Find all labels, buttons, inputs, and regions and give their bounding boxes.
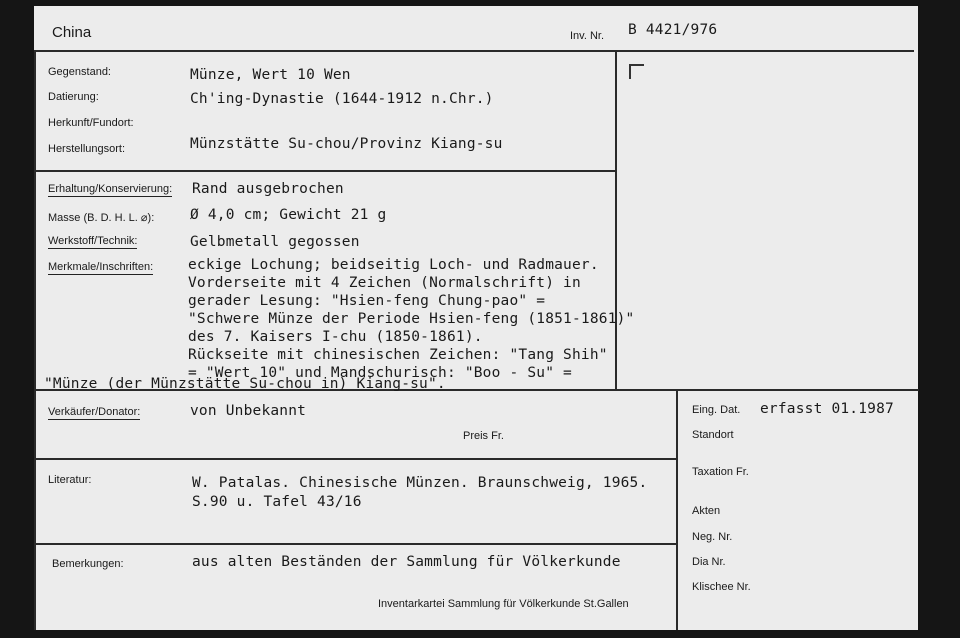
erhaltung-value: Rand ausgebrochen [192, 181, 344, 197]
datierung-value: Ch'ing-Dynastie (1644-1912 n.Chr.) [190, 91, 494, 107]
merkmale-text [188, 256, 635, 382]
masse-label: Masse (B. D. H. L. ⌀): [48, 212, 155, 224]
merkmale-line: "Schwere Münze der Periode Hsien-feng (1851-1861)" [188, 311, 635, 327]
merkmale-line: gerader Lesung: "Hsien-feng Chung-pao" = [188, 293, 546, 309]
erhaltung-label: Erhaltung/Konservierung: [48, 183, 173, 195]
taxation-label: Taxation Fr. [692, 466, 749, 478]
footer-text: Inventarkartei Sammlung für Völkerkunde St.Gallen [378, 598, 629, 610]
verkaeufer-value: von Unbekannt [190, 403, 307, 419]
werkstoff-value: Gelbmetall gegossen [190, 234, 360, 250]
literatur-line: S.90 u. Tafel 43/16 [192, 494, 362, 510]
klischee-nr-label: Klischee Nr. [692, 581, 751, 593]
divider-header [34, 50, 914, 52]
verkaeufer-label: Verkäufer/Donator: [48, 406, 141, 418]
inv-nr-value: B 4421/976 [628, 22, 718, 38]
akten-label: Akten [692, 505, 721, 517]
eing-dat-value: erfasst 01.1987 [760, 401, 894, 417]
merkmale-label: Merkmale/Inschriften: [48, 261, 154, 273]
corner-mark [629, 64, 644, 79]
divider-object-details [34, 170, 617, 172]
merkmale-line: Rückseite mit chinesischen Zeichen: "Tang Shih" [188, 347, 608, 363]
datierung-label: Datierung: [48, 91, 99, 103]
merkmale-line-overflow: "Münze (der Münzstätte Su-chou in) Kiang-su". [44, 376, 446, 392]
dia-nr-label: Dia Nr. [692, 556, 726, 568]
masse-value: Ø 4,0 cm; Gewicht 21 g [190, 207, 387, 223]
literatur-text [192, 474, 647, 512]
merkmale-line: eckige Lochung; beidseitig Loch- und Radmauer. [188, 257, 599, 273]
merkmale-line: = "Wert 10" und Mandschurisch: "Boo - Su" = [188, 365, 572, 381]
merkmale-line: des 7. Kaisers I-chu (1850-1861). [188, 329, 483, 345]
merkmale-line: Vorderseite mit 4 Zeichen (Normalschrift) in [188, 275, 581, 291]
preis-label: Preis Fr. [463, 430, 504, 442]
gegenstand-value: Münze, Wert 10 Wen [190, 67, 351, 83]
standort-label: Standort [692, 429, 734, 441]
neg-nr-label: Neg. Nr. [692, 531, 733, 543]
bemerkungen-label: Bemerkungen: [52, 558, 124, 570]
divider-literatur-bemerkungen [34, 543, 678, 545]
divider-acquisition-literatur [34, 458, 678, 460]
divider-vertical-lower [676, 389, 678, 630]
herkunft-label: Herkunft/Fundort: [48, 117, 134, 129]
inv-nr-label: Inv. Nr. [570, 30, 605, 42]
literatur-line: W. Patalas. Chinesische Münzen. Braunschweig, 1965. [192, 475, 648, 491]
country-label: China [52, 24, 92, 41]
werkstoff-label: Werkstoff/Technik: [48, 235, 138, 247]
literatur-label: Literatur: [48, 474, 92, 486]
gegenstand-label: Gegenstand: [48, 66, 111, 78]
herstellungsort-label: Herstellungsort: [48, 143, 126, 155]
bemerkungen-value: aus alten Beständen der Sammlung für Völkerkunde [192, 554, 621, 570]
herstellungsort-value: Münzstätte Su-chou/Provinz Kiang-su [190, 136, 503, 152]
eing-dat-label: Eing. Dat. [692, 404, 741, 416]
